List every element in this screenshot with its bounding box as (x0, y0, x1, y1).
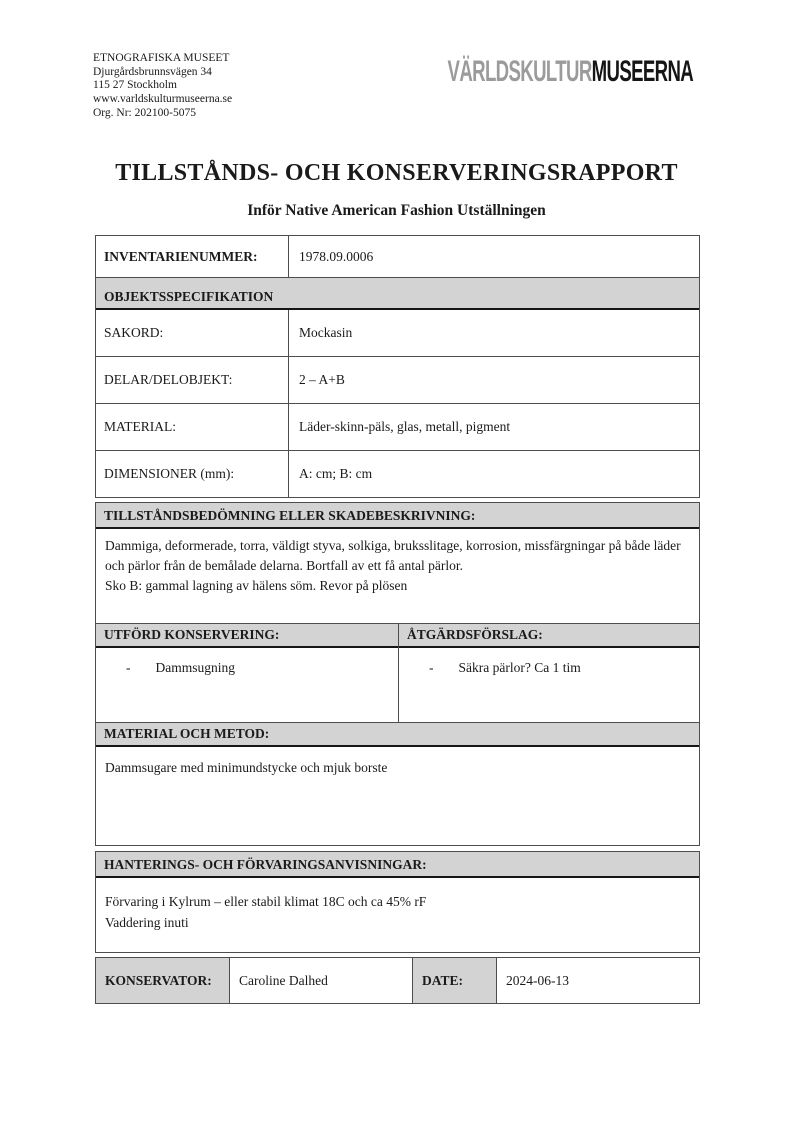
document-subtitle: Inför Native American Fashion Utställningen (247, 202, 546, 219)
handling-line: Förvaring i Kylrum – eller stabil klimat 18C och ca 45% rF (105, 894, 427, 909)
section-inventory (95, 235, 700, 278)
conservator-label: KONSERVATOR: (96, 958, 230, 1003)
section-condition (95, 502, 700, 624)
dimensioner-label: DIMENSIONER (mm): (96, 451, 289, 497)
material-value: Läder-skinn-päls, glas, metall, pigment (299, 419, 511, 434)
material-label: MATERIAL: (96, 404, 289, 450)
section-performed-and-proposal (95, 623, 700, 723)
logo-part-gray: VÄRLDSKULTUR (447, 55, 592, 88)
inventory-label: INVENTARIENUMMER: (96, 236, 289, 277)
bullet-dash: - (126, 660, 131, 675)
delar-label: DELAR/DELOBJEKT: (96, 357, 289, 403)
list-item (96, 648, 398, 676)
object-spec-header: OBJEKTSSPECIFIKATION (96, 278, 699, 310)
proposal-header: ÅTGÄRDSFÖRSLAG: (399, 624, 699, 648)
table-row (96, 403, 699, 450)
condition-paragraph: Dammiga, deformerade, torra, väldigt styva, solkiga, bruksslitage, korrosion, missfärgningar på både läder och pärlor från de bemålade delarna. Bortfall av ett få antal pärlor. (105, 538, 681, 573)
table-row (96, 450, 699, 497)
proposal-body (399, 648, 699, 722)
date-value: 2024-06-13 (506, 972, 569, 988)
method-body: Dammsugare med minimundstycke och mjuk borste (105, 760, 388, 775)
sakord-value: Mockasin (299, 325, 353, 340)
museum-street: Djurgårdsbrunnsvägen 34 (93, 65, 212, 78)
museum-city: 115 27 Stockholm (93, 79, 177, 92)
inventory-value: 1978.09.0006 (299, 248, 374, 264)
proposal-item: Säkra pärlor? Ca 1 tim (458, 660, 581, 675)
logo-part-black: MUSEERNA (591, 55, 693, 88)
museum-org-number: Org. Nr: 202100-5075 (93, 106, 196, 119)
handling-body (96, 878, 699, 952)
proposal-column (399, 624, 699, 722)
table-row (96, 310, 699, 356)
method-header: MATERIAL OCH METOD: (96, 723, 699, 747)
performed-column (96, 624, 399, 722)
delar-value: 2 – A+B (299, 372, 345, 387)
table-row (96, 356, 699, 403)
sakord-label: SAKORD: (96, 310, 289, 356)
performed-body (96, 648, 398, 722)
section-handling (95, 851, 700, 953)
section-method (95, 722, 700, 846)
condition-header: TILLSTÅNDSBEDÖMNING ELLER SKADEBESKRIVNING: (96, 503, 699, 529)
condition-paragraph: Sko B: gammal lagning av hälens söm. Revor på plösen (105, 578, 408, 593)
museum-address-block (93, 52, 232, 121)
dimensioner-value: A: cm; B: cm (299, 466, 373, 481)
inventory-row (96, 236, 699, 277)
section-object-spec (95, 277, 700, 498)
performed-header: UTFÖRD KONSERVERING: (96, 624, 398, 648)
museum-website: www.varldskulturmuseerna.se (93, 93, 233, 106)
list-item (399, 648, 699, 676)
section-signoff (95, 957, 700, 1004)
bullet-dash: - (429, 660, 434, 675)
performed-item: Dammsugning (155, 660, 235, 675)
document-title: TILLSTÅNDS- OCH KONSERVERINGSRAPPORT (115, 160, 678, 186)
report-form (95, 235, 700, 1004)
varldskulturmuseerna-logo (447, 57, 693, 87)
handling-header: HANTERINGS- OCH FÖRVARINGSANVISNINGAR: (96, 852, 699, 878)
date-label: DATE: (413, 958, 497, 1003)
museum-name: ETNOGRAFISKA MUSEET (93, 52, 230, 64)
conservator-value: Caroline Dalhed (230, 958, 413, 1003)
condition-body (96, 529, 699, 623)
handling-line: Vaddering inuti (105, 915, 189, 930)
